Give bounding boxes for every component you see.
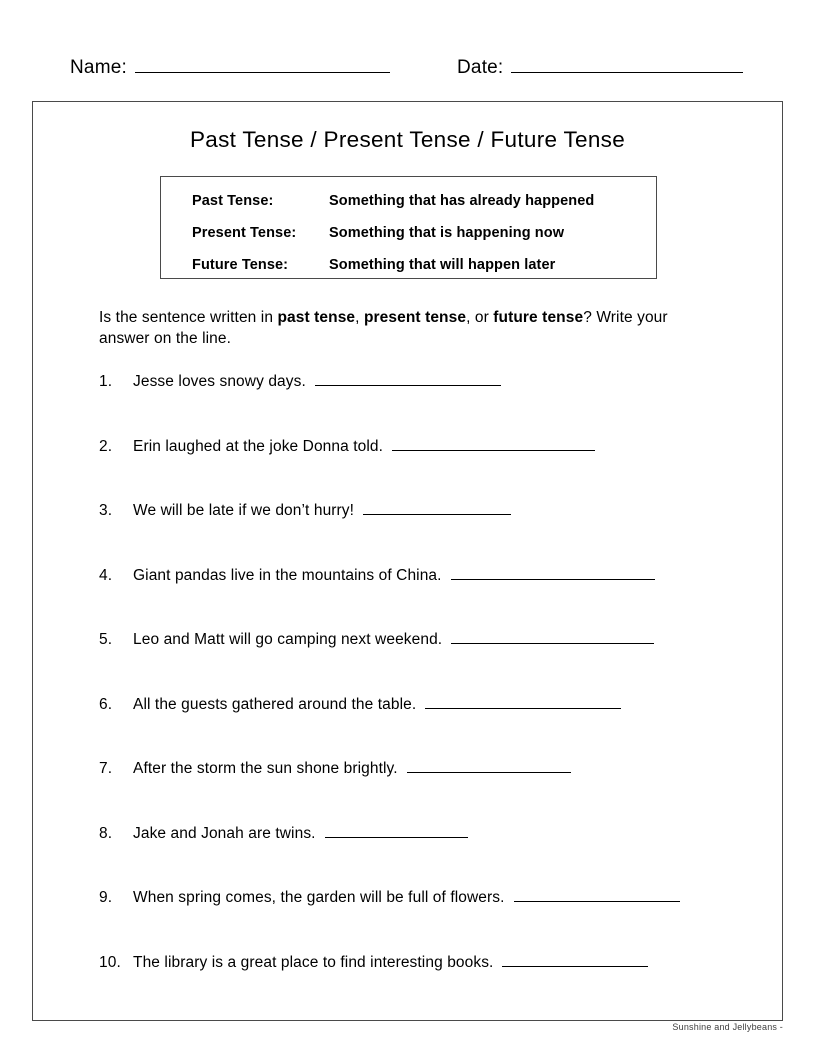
instructions-part-3: , or [466, 309, 494, 326]
answer-write-in-line[interactable] [451, 630, 654, 644]
question-number: 4. [99, 566, 113, 584]
question-text: We will be late if we don’t hurry! [133, 502, 355, 519]
answer-write-in-line[interactable] [325, 824, 468, 838]
question-row [99, 630, 759, 654]
name-label: Name: [70, 57, 127, 78]
question-number: 6. [99, 695, 113, 713]
answer-write-in-line[interactable] [363, 501, 511, 515]
question-text: The library is a great place to find interesting books. [133, 953, 494, 971]
name-date-header [0, 57, 816, 85]
instructions [99, 307, 714, 349]
question-number: 7. [99, 760, 113, 777]
footer-credit: Sunshine and Jellybeans - [672, 1022, 783, 1032]
question-number: 1. [99, 373, 113, 390]
instructions-bold-future-tense: future tense [493, 309, 584, 326]
question-text: After the storm the sun shone brightly. [133, 760, 398, 777]
question-row [99, 501, 759, 525]
date-label: Date: [457, 57, 504, 78]
instructions-part-2: , [355, 309, 364, 326]
question-text: Jake and Jonah are twins. [133, 824, 316, 842]
name-field-group [70, 57, 390, 79]
question-number: 3. [99, 502, 113, 519]
question-text: Giant pandas live in the mountains of China. [133, 566, 442, 584]
answer-write-in-line[interactable] [392, 437, 595, 451]
definition-row-present [161, 217, 656, 249]
date-field-group [457, 57, 743, 79]
tense-definition-box [160, 176, 657, 279]
question-number: 5. [99, 631, 113, 648]
answer-write-in-line[interactable] [425, 695, 621, 709]
date-write-in-line[interactable] [511, 58, 743, 73]
answer-write-in-line[interactable] [502, 953, 648, 967]
worksheet-frame [32, 101, 783, 1021]
definition-term-future: Future Tense: [192, 257, 289, 273]
question-number: 2. [99, 437, 113, 455]
question-row [99, 824, 759, 848]
question-row [99, 759, 759, 783]
definition-row-future [161, 249, 656, 281]
answer-write-in-line[interactable] [451, 566, 655, 580]
name-write-in-line[interactable] [135, 58, 390, 73]
question-text: When spring comes, the garden will be full of flowers. [133, 889, 505, 906]
instructions-bold-present-tense: present tense [363, 309, 467, 326]
definition-term-present: Present Tense: [192, 225, 297, 241]
instructions-bold-past-tense: past tense [277, 309, 356, 326]
question-text: All the guests gathered around the table. [133, 695, 417, 713]
question-row [99, 372, 759, 396]
answer-write-in-line[interactable] [315, 372, 501, 386]
instructions-part-1: Is the sentence written in [99, 309, 278, 326]
instructions-part-4: ? Write your answer on the line. [99, 309, 668, 347]
question-row [99, 437, 759, 461]
answer-write-in-line[interactable] [407, 759, 571, 773]
question-number: 9. [99, 889, 113, 906]
question-row [99, 953, 759, 977]
question-row [99, 695, 759, 719]
question-text: Erin laughed at the joke Donna told. [133, 437, 384, 455]
question-text: Jesse loves snowy days. [133, 373, 306, 390]
definition-meaning-future: Something that will happen later [329, 257, 556, 273]
question-number: 10. [99, 953, 121, 971]
question-row [99, 566, 759, 590]
definition-term-past: Past Tense: [192, 193, 274, 209]
definition-meaning-present: Something that is happening now [329, 225, 565, 241]
question-text: Leo and Matt will go camping next weekend. [133, 631, 443, 648]
answer-write-in-line[interactable] [514, 888, 680, 902]
question-number: 8. [99, 824, 113, 842]
page-title: Past Tense / Present Tense / Future Tense [189, 127, 626, 152]
definition-row-past [161, 185, 656, 217]
question-row [99, 888, 759, 912]
definition-meaning-past: Something that has already happened [329, 193, 595, 209]
